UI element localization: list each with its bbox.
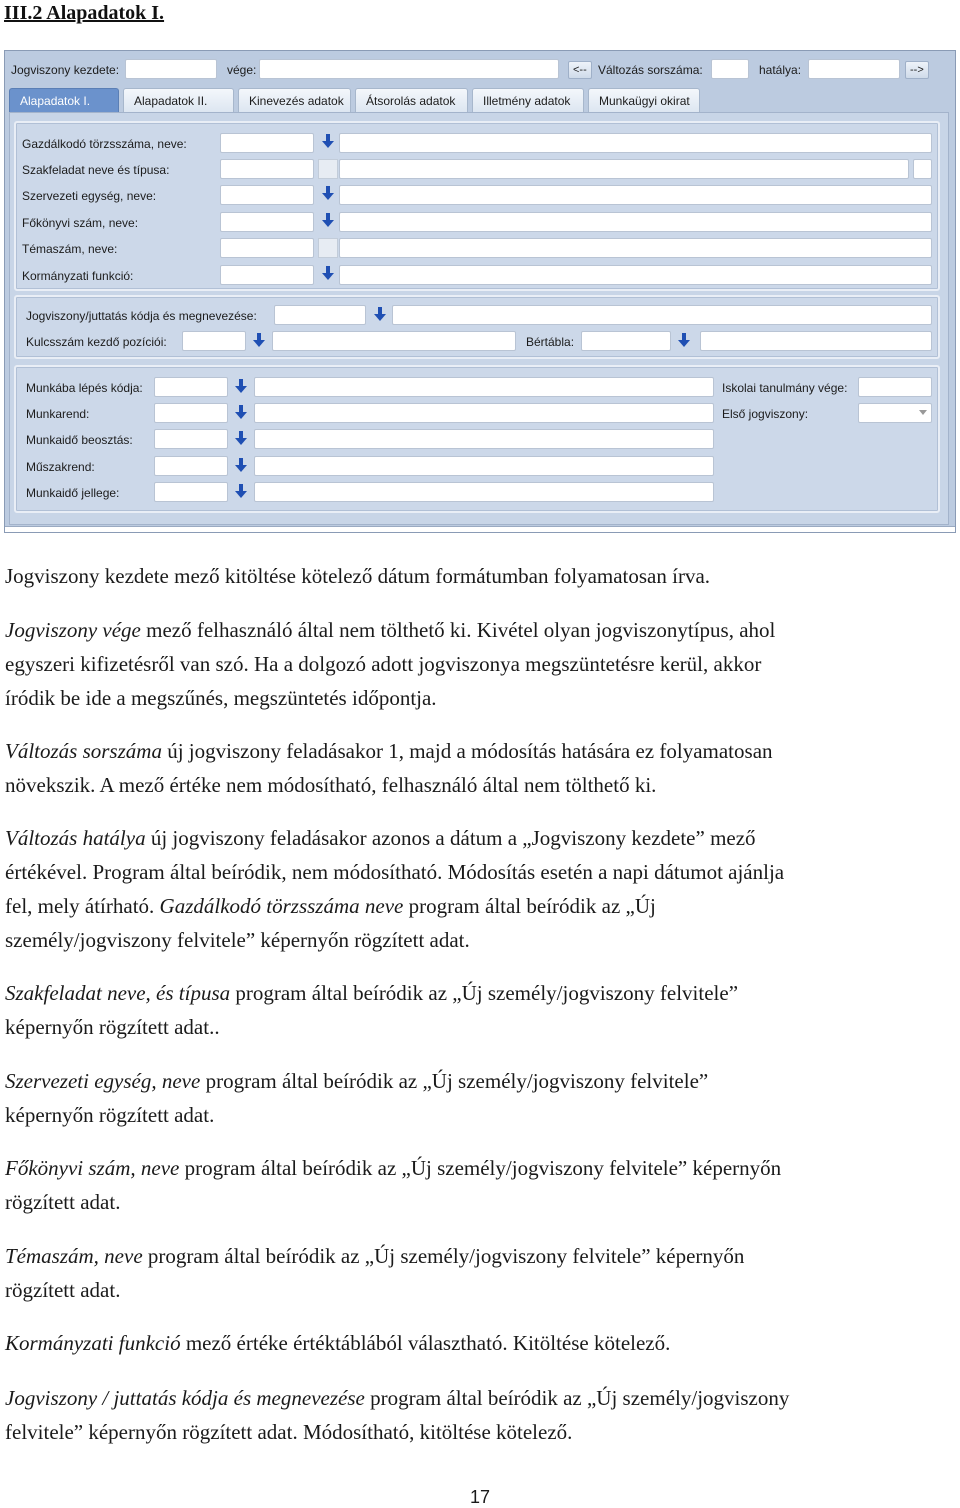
key-number-name-field[interactable]: [272, 331, 516, 351]
work-schedule-group: [14, 365, 940, 513]
chevron-down-icon: [919, 410, 927, 415]
key-number-field[interactable]: [182, 331, 246, 351]
paragraph-ledger: Főkönyvi szám, neve program által beíródik az „Új személy/jogviszony felvitele” képernyőn rögzített adat.: [5, 1156, 782, 1214]
end-date-field[interactable]: [259, 59, 559, 79]
first-relation-select[interactable]: [858, 403, 932, 423]
org-unit-label: Szervezeti egység, neve:: [22, 189, 157, 203]
legal-relation-group: [14, 295, 940, 359]
task-type-field[interactable]: [913, 159, 932, 179]
paragraph-task: Szakfeladat neve, és típusa program által beíródik az „Új személy/jogviszony felvitele” képernyőn rögzített adat..: [5, 981, 739, 1039]
down-arrow-icon[interactable]: [321, 133, 335, 149]
gov-function-label: Kormányzati funkció:: [22, 269, 134, 283]
down-arrow-icon[interactable]: [234, 430, 248, 446]
entry-code-field[interactable]: [154, 377, 228, 397]
relation-code-field[interactable]: [274, 305, 366, 325]
tab-alapadatok-2[interactable]: Alapadatok II.: [123, 88, 234, 112]
org-unit-code-field[interactable]: [220, 185, 314, 205]
gov-function-name-field[interactable]: [339, 265, 932, 285]
start-date-label: Jogviszony kezdete:: [11, 63, 120, 77]
tab-illetmeny[interactable]: Illetmény adatok: [472, 88, 584, 112]
paragraph-gov-function: Kormányzati funkció mező értéke értéktáblából választható. Kitöltése kötelező.: [5, 1331, 671, 1355]
paragraph-org-unit: Szervezeti egység, neve program által beíródik az „Új személy/jogviszony felvitele” képernyőn rögzített adat.: [5, 1069, 709, 1127]
ledger-name-field[interactable]: [339, 212, 932, 232]
entry-code-label: Munkába lépés kódja:: [26, 381, 143, 395]
end-date-label: vége:: [227, 63, 257, 77]
pay-table-label: Bértábla:: [526, 335, 575, 349]
relation-name-field[interactable]: [392, 305, 932, 325]
topic-spacer: [318, 238, 338, 258]
school-end-label: Iskolai tanulmány vége:: [722, 381, 848, 395]
work-nature-name-field[interactable]: [254, 482, 714, 502]
work-schedule-label: Munkarend:: [26, 407, 90, 421]
ledger-label: Főkönyvi szám, neve:: [22, 216, 139, 230]
down-arrow-icon[interactable]: [234, 457, 248, 473]
paragraph-end-date: Jogviszony vége mező felhasználó által nem tölthető ki. Kivétel olyan jogviszonytípus, ahol egyszeri kifizetésről van szó. Ha a dolgozó adott jogviszonya megszüntetésre kerül, akkor íródik be ide a megszűnés, megszüntetés időpontja.: [5, 618, 776, 710]
first-relation-label: Első jogviszony:: [722, 407, 809, 421]
shift-name-field[interactable]: [254, 456, 714, 476]
shift-label: Műszakrend:: [26, 460, 95, 474]
topic-label: Témaszám, neve:: [22, 242, 118, 256]
down-arrow-icon[interactable]: [321, 212, 335, 228]
previous-change-button[interactable]: <--: [568, 61, 592, 79]
task-label: Szakfeladat neve és típusa:: [22, 163, 170, 177]
shift-field[interactable]: [154, 456, 228, 476]
paragraph-start-date: Jogviszony kezdete mező kitöltése kötelező dátum formátumban folyamatosan írva.: [5, 564, 711, 588]
pay-table-name-field[interactable]: [700, 331, 932, 351]
next-change-button[interactable]: -->: [905, 61, 929, 79]
effective-date-label: hatálya:: [759, 63, 802, 77]
down-arrow-icon[interactable]: [677, 332, 691, 348]
pay-table-field[interactable]: [581, 331, 671, 351]
paragraph-relation-code: Jogviszony / juttatás kódja és megnevezése program által beíródik az „Új személy/jogviszony felvitele” képernyőn rögzített adat. Módosítható, kitöltése kötelező.: [5, 1386, 790, 1444]
gov-function-code-field[interactable]: [220, 265, 314, 285]
organization-group: [14, 121, 940, 291]
task-code-field[interactable]: [220, 159, 314, 179]
key-number-label: Kulcsszám kezdő pozíciói:: [26, 335, 167, 349]
down-arrow-icon[interactable]: [252, 332, 266, 348]
tab-alapadatok-1[interactable]: Alapadatok I.: [9, 88, 119, 112]
work-nature-label: Munkaidő jellege:: [26, 486, 120, 500]
page-number: 17: [469, 1487, 491, 1507]
org-unit-name-field[interactable]: [339, 185, 932, 205]
change-number-label: Változás sorszáma:: [598, 63, 703, 77]
topic-code-field[interactable]: [220, 238, 314, 258]
tab-kinevezes[interactable]: Kinevezés adatok: [238, 88, 351, 112]
work-nature-field[interactable]: [154, 482, 228, 502]
tab-panel: [9, 112, 949, 525]
down-arrow-icon[interactable]: [234, 483, 248, 499]
work-schedule-field[interactable]: [154, 403, 228, 423]
employer-label: Gazdálkodó törzsszáma, neve:: [22, 137, 187, 151]
task-spacer: [318, 159, 338, 179]
start-date-field[interactable]: [125, 59, 217, 79]
down-arrow-icon[interactable]: [234, 378, 248, 394]
work-schedule-name-field[interactable]: [254, 403, 714, 423]
down-arrow-icon[interactable]: [321, 265, 335, 281]
window-bottom-border: [5, 526, 955, 532]
relation-code-label: Jogviszony/juttatás kódja és megnevezése:: [26, 309, 257, 323]
topic-name-field[interactable]: [339, 238, 932, 258]
down-arrow-icon[interactable]: [234, 404, 248, 420]
entry-code-name-field[interactable]: [254, 377, 714, 397]
working-time-name-field[interactable]: [254, 429, 714, 449]
employer-code-field[interactable]: [220, 133, 314, 153]
record-header-bar: [5, 51, 955, 85]
change-number-field[interactable]: [711, 59, 749, 79]
paragraph-change-effective: Változás hatálya új jogviszony feladásakor azonos a dátum a „Jogviszony kezdete” mező értékével. Program által beíródik, nem módosítható. Módosítás esetén a napi dátumot ajánlja fel, mely átírható. Gazdálkodó törzsszáma neve program által beíródik az „Új személy/jogviszony felvitele” képernyőn rögzített adat.: [5, 826, 785, 952]
paragraph-change-number: Változás sorszáma új jogviszony feladásakor 1, majd a módosítás hatására ez folyamatosan növekszik. A mező értéke nem módosítható, felhasználó által nem tölthető ki.: [5, 739, 773, 797]
working-time-label: Munkaidő beosztás:: [26, 433, 133, 447]
ledger-code-field[interactable]: [220, 212, 314, 232]
down-arrow-icon[interactable]: [373, 306, 387, 322]
working-time-field[interactable]: [154, 429, 228, 449]
school-end-field[interactable]: [858, 377, 932, 397]
employer-name-field[interactable]: [339, 133, 932, 153]
tab-munkaugyi-okirat[interactable]: Munkaügyi okirat: [588, 88, 700, 112]
section-heading: III.2 Alapadatok I.: [4, 2, 165, 24]
tab-atsorolas[interactable]: Átsorolás adatok: [355, 88, 468, 112]
down-arrow-icon[interactable]: [321, 185, 335, 201]
application-window: [4, 50, 956, 533]
effective-date-field[interactable]: [808, 59, 900, 79]
paragraph-topic: Témaszám, neve program által beíródik az „Új személy/jogviszony felvitele” képernyőn rögzített adat.: [5, 1244, 745, 1302]
task-name-field[interactable]: [339, 159, 909, 179]
